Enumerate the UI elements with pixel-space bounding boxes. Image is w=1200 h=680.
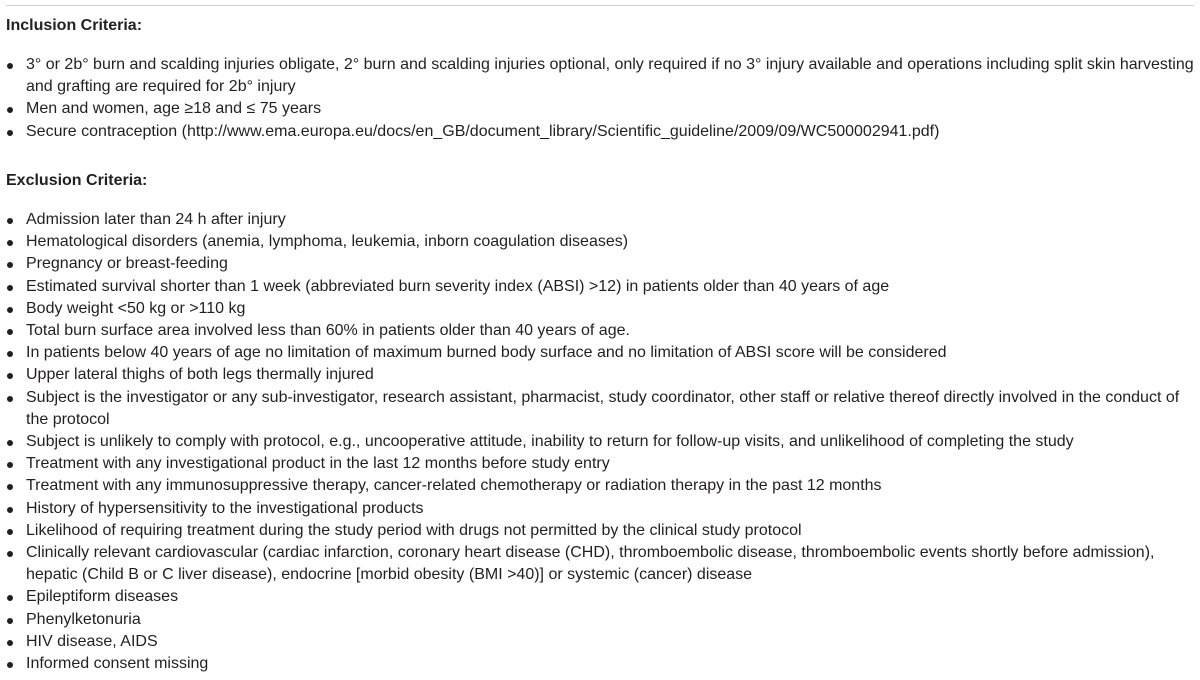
inclusion-criteria-section (6, 16, 1196, 143)
list-item (6, 475, 1196, 497)
list-item (6, 121, 1196, 143)
list-item (6, 498, 1196, 520)
list-item (6, 54, 1196, 98)
list-item (6, 342, 1196, 364)
bullet-icon (7, 595, 13, 601)
list-item (6, 431, 1196, 453)
list-item (6, 387, 1196, 431)
bullet-icon (7, 507, 13, 513)
bullet-icon (7, 285, 13, 291)
list-item (6, 320, 1196, 342)
list-item (6, 98, 1196, 120)
exclusion-criteria-list (6, 209, 1196, 675)
list-item-text: Informed consent missing (26, 655, 209, 673)
list-item (6, 364, 1196, 386)
list-item-text: History of hypersensitivity to the investigational products (26, 499, 424, 517)
list-item-text: Admission later than 24 h after injury (26, 211, 286, 228)
bullet-icon (7, 662, 13, 668)
list-item (6, 631, 1196, 653)
bullet-icon (7, 351, 13, 357)
bullet-icon (7, 373, 13, 379)
list-item-text: Subject is the investigator or any sub-investigator, research assistant, pharmacist, study coordinator, other staff or relative thereof directly involved in the conduct of the protocol (26, 388, 1180, 428)
list-item-text: HIV disease, AIDS (26, 632, 158, 650)
list-item-text: 3° or 2b° burn and scalding injuries obligate, 2° burn and scalding injuries optional, only required if no 3° injury available and operations including split skin harvesting and grafting are required for 2b° injury (26, 56, 1194, 96)
list-item-text: Treatment with any investigational product in the last 12 months before study entry (26, 455, 610, 473)
bullet-icon (7, 130, 13, 136)
list-item-text: Total burn surface area involved less than 60% in patients older than 40 years of age. (26, 322, 630, 340)
bullet-icon (7, 551, 13, 557)
bullet-icon (7, 218, 13, 224)
list-item-text: Men and women, age ≥18 and ≤ 75 years (26, 100, 322, 118)
list-item-text: Pregnancy or breast-feeding (26, 255, 228, 273)
list-item-text: Hematological disorders (anemia, lymphoma, leukemia, inborn coagulation diseases) (26, 233, 629, 251)
list-item (6, 231, 1196, 253)
bullet-icon (7, 484, 13, 490)
list-item-text: Body weight <50 kg or >110 kg (26, 299, 246, 317)
bullet-icon (7, 640, 13, 646)
bullet-icon (7, 396, 13, 402)
list-item-text: Subject is unlikely to comply with protocol, e.g., uncooperative attitude, inability to return for follow-up visits, and unlikelihood of completing the study (26, 433, 1074, 451)
bullet-icon (7, 462, 13, 468)
bullet-icon (7, 307, 13, 313)
list-item-text: Clinically relevant cardiovascular (cardiac infarction, coronary heart disease (CHD), thromboembolic disease, thromboembolic events shortly before admission), hepatic (Child B or C liver disease), endocrine [morbid obesity (BMI >40)] or systemic (cancer) disease (26, 544, 1155, 584)
list-item (6, 586, 1196, 608)
list-item (6, 520, 1196, 542)
inclusion-criteria-list (6, 54, 1196, 143)
list-item (6, 276, 1196, 298)
exclusion-criteria-heading: Exclusion Criteria: (6, 172, 148, 189)
list-item (6, 609, 1196, 631)
list-item-text: Upper lateral thighs of both legs thermally injured (26, 366, 374, 384)
list-item (6, 653, 1196, 675)
inclusion-criteria-heading: Inclusion Criteria: (6, 17, 143, 34)
list-item (6, 253, 1196, 275)
list-item-text: Estimated survival shorter than 1 week (abbreviated burn severity index (ABSI) >12) in patients older than 40 years of age (26, 277, 890, 295)
list-item (6, 453, 1196, 475)
top-divider (6, 5, 1194, 6)
bullet-icon (7, 240, 13, 246)
list-item-text: Phenylketonuria (26, 610, 141, 628)
list-item-text: Epileptiform diseases (26, 588, 179, 606)
list-item (6, 542, 1196, 586)
bullet-icon (7, 63, 13, 69)
bullet-icon (7, 329, 13, 335)
list-item-text: Secure contraception (http://www.ema.europa.eu/docs/en_GB/document_library/Scientific_guideline/2009/09/WC500002941.pdf) (26, 122, 940, 140)
bullet-icon (7, 440, 13, 446)
list-item-text: In patients below 40 years of age no limitation of maximum burned body surface and no limitation of ABSI score will be considered (26, 344, 947, 362)
list-item-text: Likelihood of requiring treatment during the study period with drugs not permitted by the clinical study protocol (26, 521, 802, 539)
bullet-icon (7, 107, 13, 113)
exclusion-criteria-section (6, 171, 1196, 675)
list-item (6, 209, 1196, 231)
list-item-text: Treatment with any immunosuppressive therapy, cancer-related chemotherapy or radiation therapy in the past 12 months (26, 477, 882, 495)
bullet-icon (7, 262, 13, 268)
bullet-icon (7, 618, 13, 624)
bullet-icon (7, 529, 13, 535)
list-item (6, 298, 1196, 320)
